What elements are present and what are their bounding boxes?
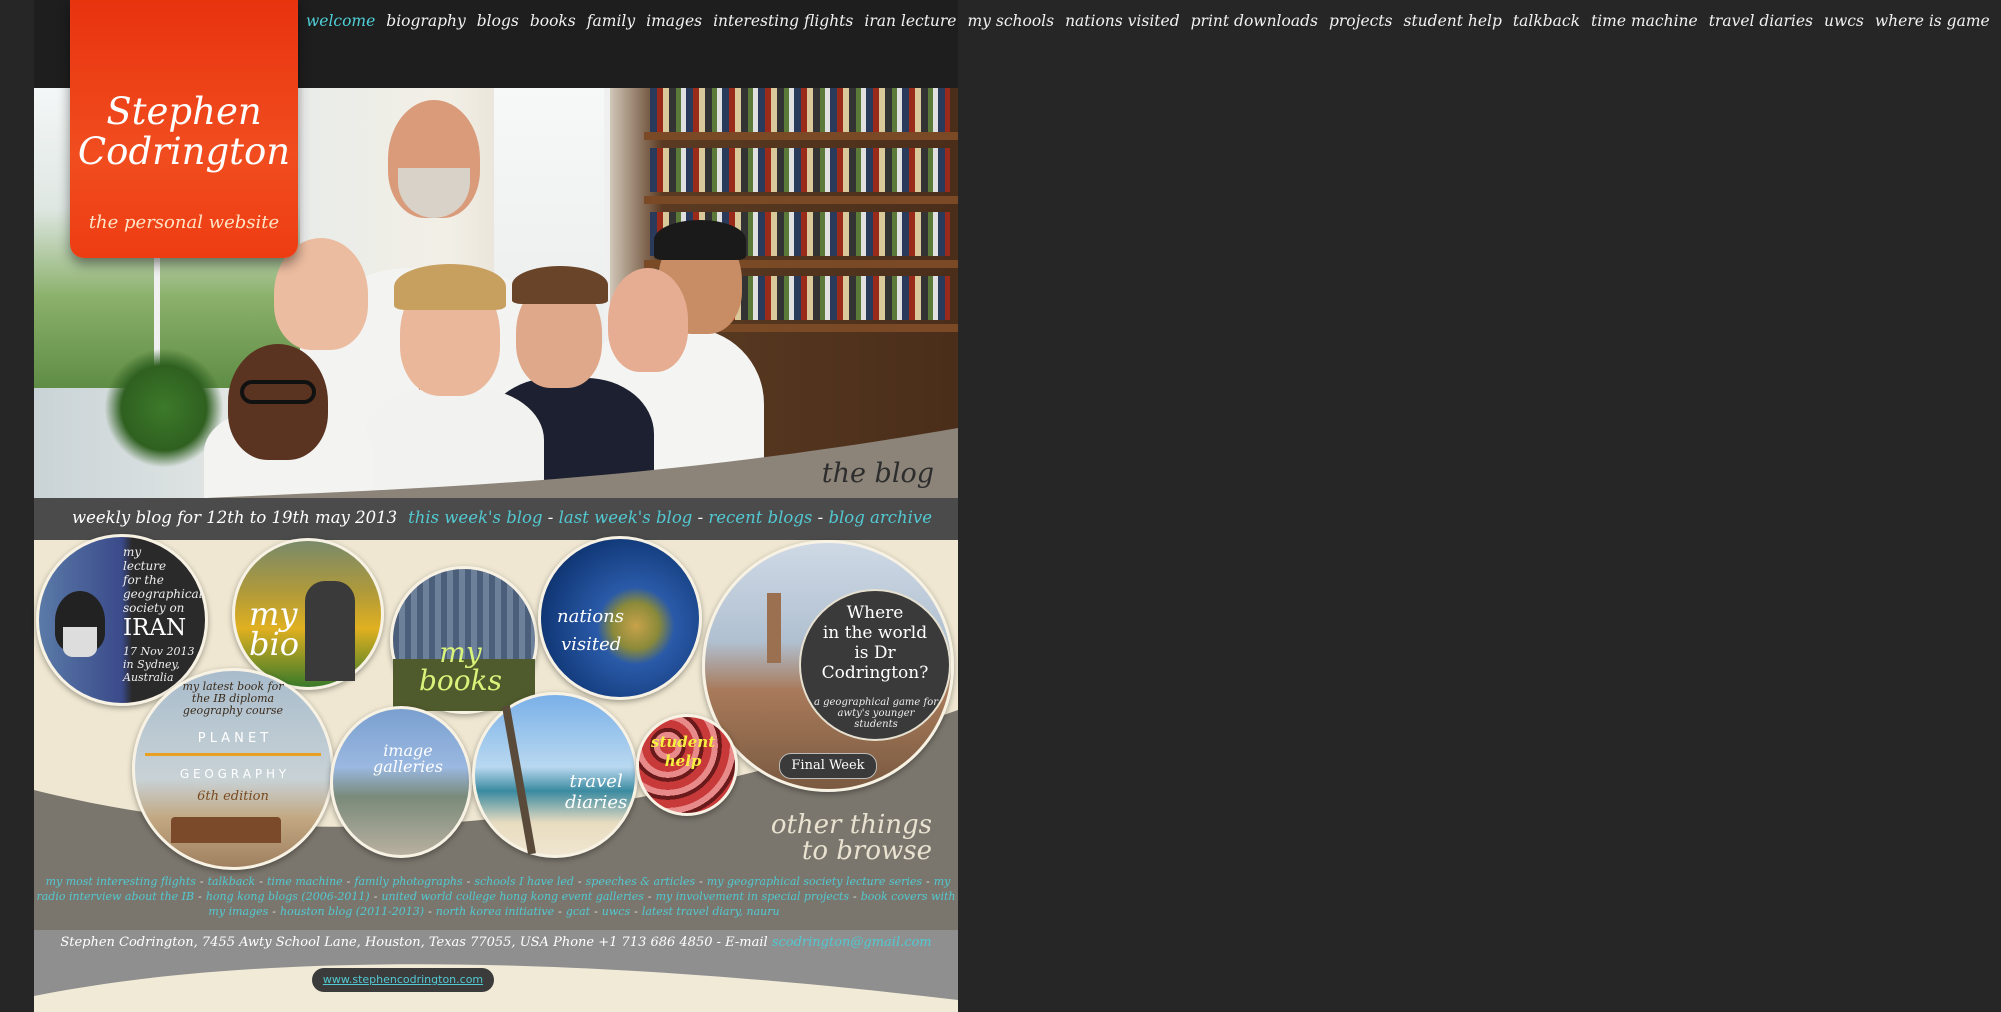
where-subtext: a geographical game for (813, 697, 939, 708)
where-text: Codrington? (821, 663, 929, 683)
separator: - (198, 890, 202, 903)
where-subtext: students (854, 719, 898, 730)
footer-link[interactable]: my geographical society lecture series (706, 875, 923, 888)
separator: - (699, 875, 703, 888)
separator: - (466, 875, 471, 888)
bookshelf (644, 132, 958, 140)
site-logo[interactable] (70, 0, 298, 258)
planet-text: geography course (182, 704, 284, 717)
footer-link[interactable]: my involvement in special projects (655, 890, 849, 903)
my-books-bubble[interactable] (390, 566, 538, 714)
nav-uwcs[interactable]: uwcs (1824, 12, 1864, 30)
nav-images[interactable]: images (646, 12, 703, 30)
student-help-bubble[interactable] (636, 714, 738, 816)
blog-week-text: weekly blog for 12th to 19th may 2013 (72, 508, 398, 527)
footer-link[interactable]: united world college hong kong event galleries (381, 890, 644, 903)
footer-link[interactable]: uwcs (601, 905, 631, 918)
nav-student-help[interactable]: student help (1403, 12, 1502, 30)
nations-text: nations (557, 606, 624, 627)
separator: - (926, 875, 930, 888)
nav-biography[interactable]: biography (386, 12, 466, 30)
last-week-blog-link[interactable]: last week's blog (558, 508, 693, 527)
logo-word: Stephen (106, 90, 262, 133)
student-text: help (664, 752, 702, 770)
footer-link[interactable]: north korea initiative (435, 905, 555, 918)
separator: - (272, 905, 276, 918)
footer-link[interactable]: gcat (565, 905, 591, 918)
nav-talkback[interactable]: talkback (1512, 12, 1580, 30)
travel-diaries-bubble[interactable] (472, 692, 638, 858)
separator: - (647, 890, 652, 903)
books-row (650, 148, 950, 192)
separator: - (199, 875, 204, 888)
nav-projects[interactable]: projects (1328, 12, 1393, 30)
nations-text: visited (561, 634, 622, 655)
iran-date: 17 Nov 2013 (123, 645, 195, 658)
palm-tree (502, 705, 536, 854)
other-things-heading (771, 812, 932, 864)
bookshelf (644, 196, 958, 204)
blog-links (408, 508, 932, 527)
footer-link[interactable]: latest travel diary, nauru (641, 905, 780, 918)
separator: - (697, 508, 704, 527)
blog-heading: the blog (821, 458, 934, 489)
nav-welcome[interactable]: welcome (306, 12, 376, 30)
logo-word: Codrington (77, 130, 291, 173)
footer-link[interactable]: my most interesting flights (45, 875, 196, 888)
kid-hair (654, 220, 746, 260)
footer-link[interactable]: family photographs (354, 875, 463, 888)
iran-text: my (123, 545, 142, 559)
logo-name (70, 92, 298, 172)
nav-iran-lecture[interactable]: iran lecture (864, 12, 957, 30)
email-link[interactable]: scodrington@gmail.com (771, 935, 932, 950)
iran-text: geographical (123, 587, 203, 601)
kid-hair (512, 266, 608, 304)
title-rule (145, 753, 321, 756)
books-text: my (439, 636, 482, 669)
bio-text: bio (249, 625, 299, 663)
footer-link[interactable]: houston blog (2011-2013) (280, 905, 425, 918)
planet-text: the IB diploma (191, 692, 275, 705)
glasses (240, 380, 316, 404)
nav-print-downloads[interactable]: print downloads (1190, 12, 1318, 30)
planet-title: G E O G R A P H Y (179, 767, 287, 781)
planet-title: P L A N E T (197, 731, 269, 746)
nav-family[interactable]: family (586, 12, 636, 30)
nav-blogs[interactable]: blogs (476, 12, 519, 30)
footer-link[interactable]: my radio interview about the IB (36, 875, 951, 903)
image-galleries-bubble[interactable] (330, 706, 472, 858)
iran-text: society on (123, 601, 185, 615)
iran-title: IRAN (123, 615, 187, 641)
bottom-curve (34, 956, 958, 1012)
separator: - (577, 875, 582, 888)
footer-link[interactable]: book covers with my images (208, 890, 956, 918)
separator: - (594, 905, 598, 918)
nav-time-machine[interactable]: time machine (1590, 12, 1698, 30)
separator: - (817, 508, 824, 527)
where-game-bubble[interactable] (702, 540, 954, 792)
footer-link[interactable]: hong kong blogs (2006-2011) (205, 890, 370, 903)
where-text: is Dr (854, 643, 896, 663)
my-bio-bubble[interactable] (232, 538, 384, 690)
footer-links (34, 874, 958, 919)
footer-link[interactable]: time machine (266, 875, 343, 888)
nav-my-schools[interactable]: my schools (967, 12, 1055, 30)
nav-travel-diaries[interactable]: travel diaries (1708, 12, 1813, 30)
statue (767, 593, 781, 663)
kid-face (608, 268, 688, 372)
nav-nations-visited[interactable]: nations visited (1065, 12, 1180, 30)
nav-interesting-flights[interactable]: interesting flights (713, 12, 854, 30)
separator: - (558, 905, 562, 918)
address-bar (34, 930, 958, 956)
separator: - (634, 905, 638, 918)
footer-link[interactable]: speeches & articles (585, 875, 696, 888)
where-text: Where (846, 603, 904, 623)
student-text: student (651, 733, 716, 751)
ship-wreck (171, 817, 281, 843)
logo-tagline: the personal website (88, 212, 280, 233)
planet-edition: 6th edition (197, 789, 269, 804)
bubbles-section (34, 540, 958, 930)
recent-blogs-link[interactable]: recent blogs (708, 508, 813, 527)
nav-books[interactable]: books (529, 12, 576, 30)
kid-hair (394, 264, 506, 310)
nations-visited-bubble[interactable] (538, 536, 702, 700)
separator: - (373, 890, 378, 903)
galleries-text: galleries (373, 757, 443, 776)
where-subtext: awty's younger (837, 708, 915, 719)
this-week-blog-link[interactable]: this week's blog (408, 508, 543, 527)
planet-geography-bubble[interactable] (132, 668, 334, 870)
where-text: in the world (822, 623, 928, 643)
portrait-beard (63, 627, 97, 657)
person-figure (305, 581, 355, 681)
iran-date: Australia (123, 671, 174, 684)
separator: - (547, 508, 554, 527)
separator: - (346, 875, 351, 888)
main-nav (306, 10, 1990, 32)
logo-text (70, 92, 298, 172)
iran-text: for the (123, 573, 164, 587)
travel-text: diaries (565, 792, 628, 813)
final-week-button[interactable]: Final Week (779, 753, 877, 779)
other-text: to browse (801, 836, 932, 866)
books-text: books (419, 664, 502, 697)
site-url-link[interactable]: www.stephencodrington.com (312, 968, 494, 992)
bio-text: my (249, 595, 298, 633)
separator: - (852, 890, 857, 903)
other-text: other things (770, 810, 932, 840)
nav-where-is-game[interactable]: where is game (1874, 12, 1990, 30)
iran-date: in Sydney, (123, 658, 180, 671)
galleries-text: image (383, 741, 433, 760)
books-row (650, 88, 950, 132)
footer-link[interactable]: talkback (207, 875, 256, 888)
footer-link[interactable]: schools I have led (474, 875, 574, 888)
separator: - (259, 875, 263, 888)
blog-bar (34, 498, 958, 540)
address-text: Stephen Codrington, 7455 Awty School Lane, Houston, Texas 77055, USA Phone +1 713 686 4850 - E-mail (60, 935, 772, 950)
planet-text: my latest book for (182, 680, 284, 693)
separator: - (428, 905, 432, 918)
iran-text: lecture (123, 559, 167, 573)
blog-archive-link[interactable]: blog archive (828, 508, 932, 527)
travel-text: travel (569, 771, 623, 792)
